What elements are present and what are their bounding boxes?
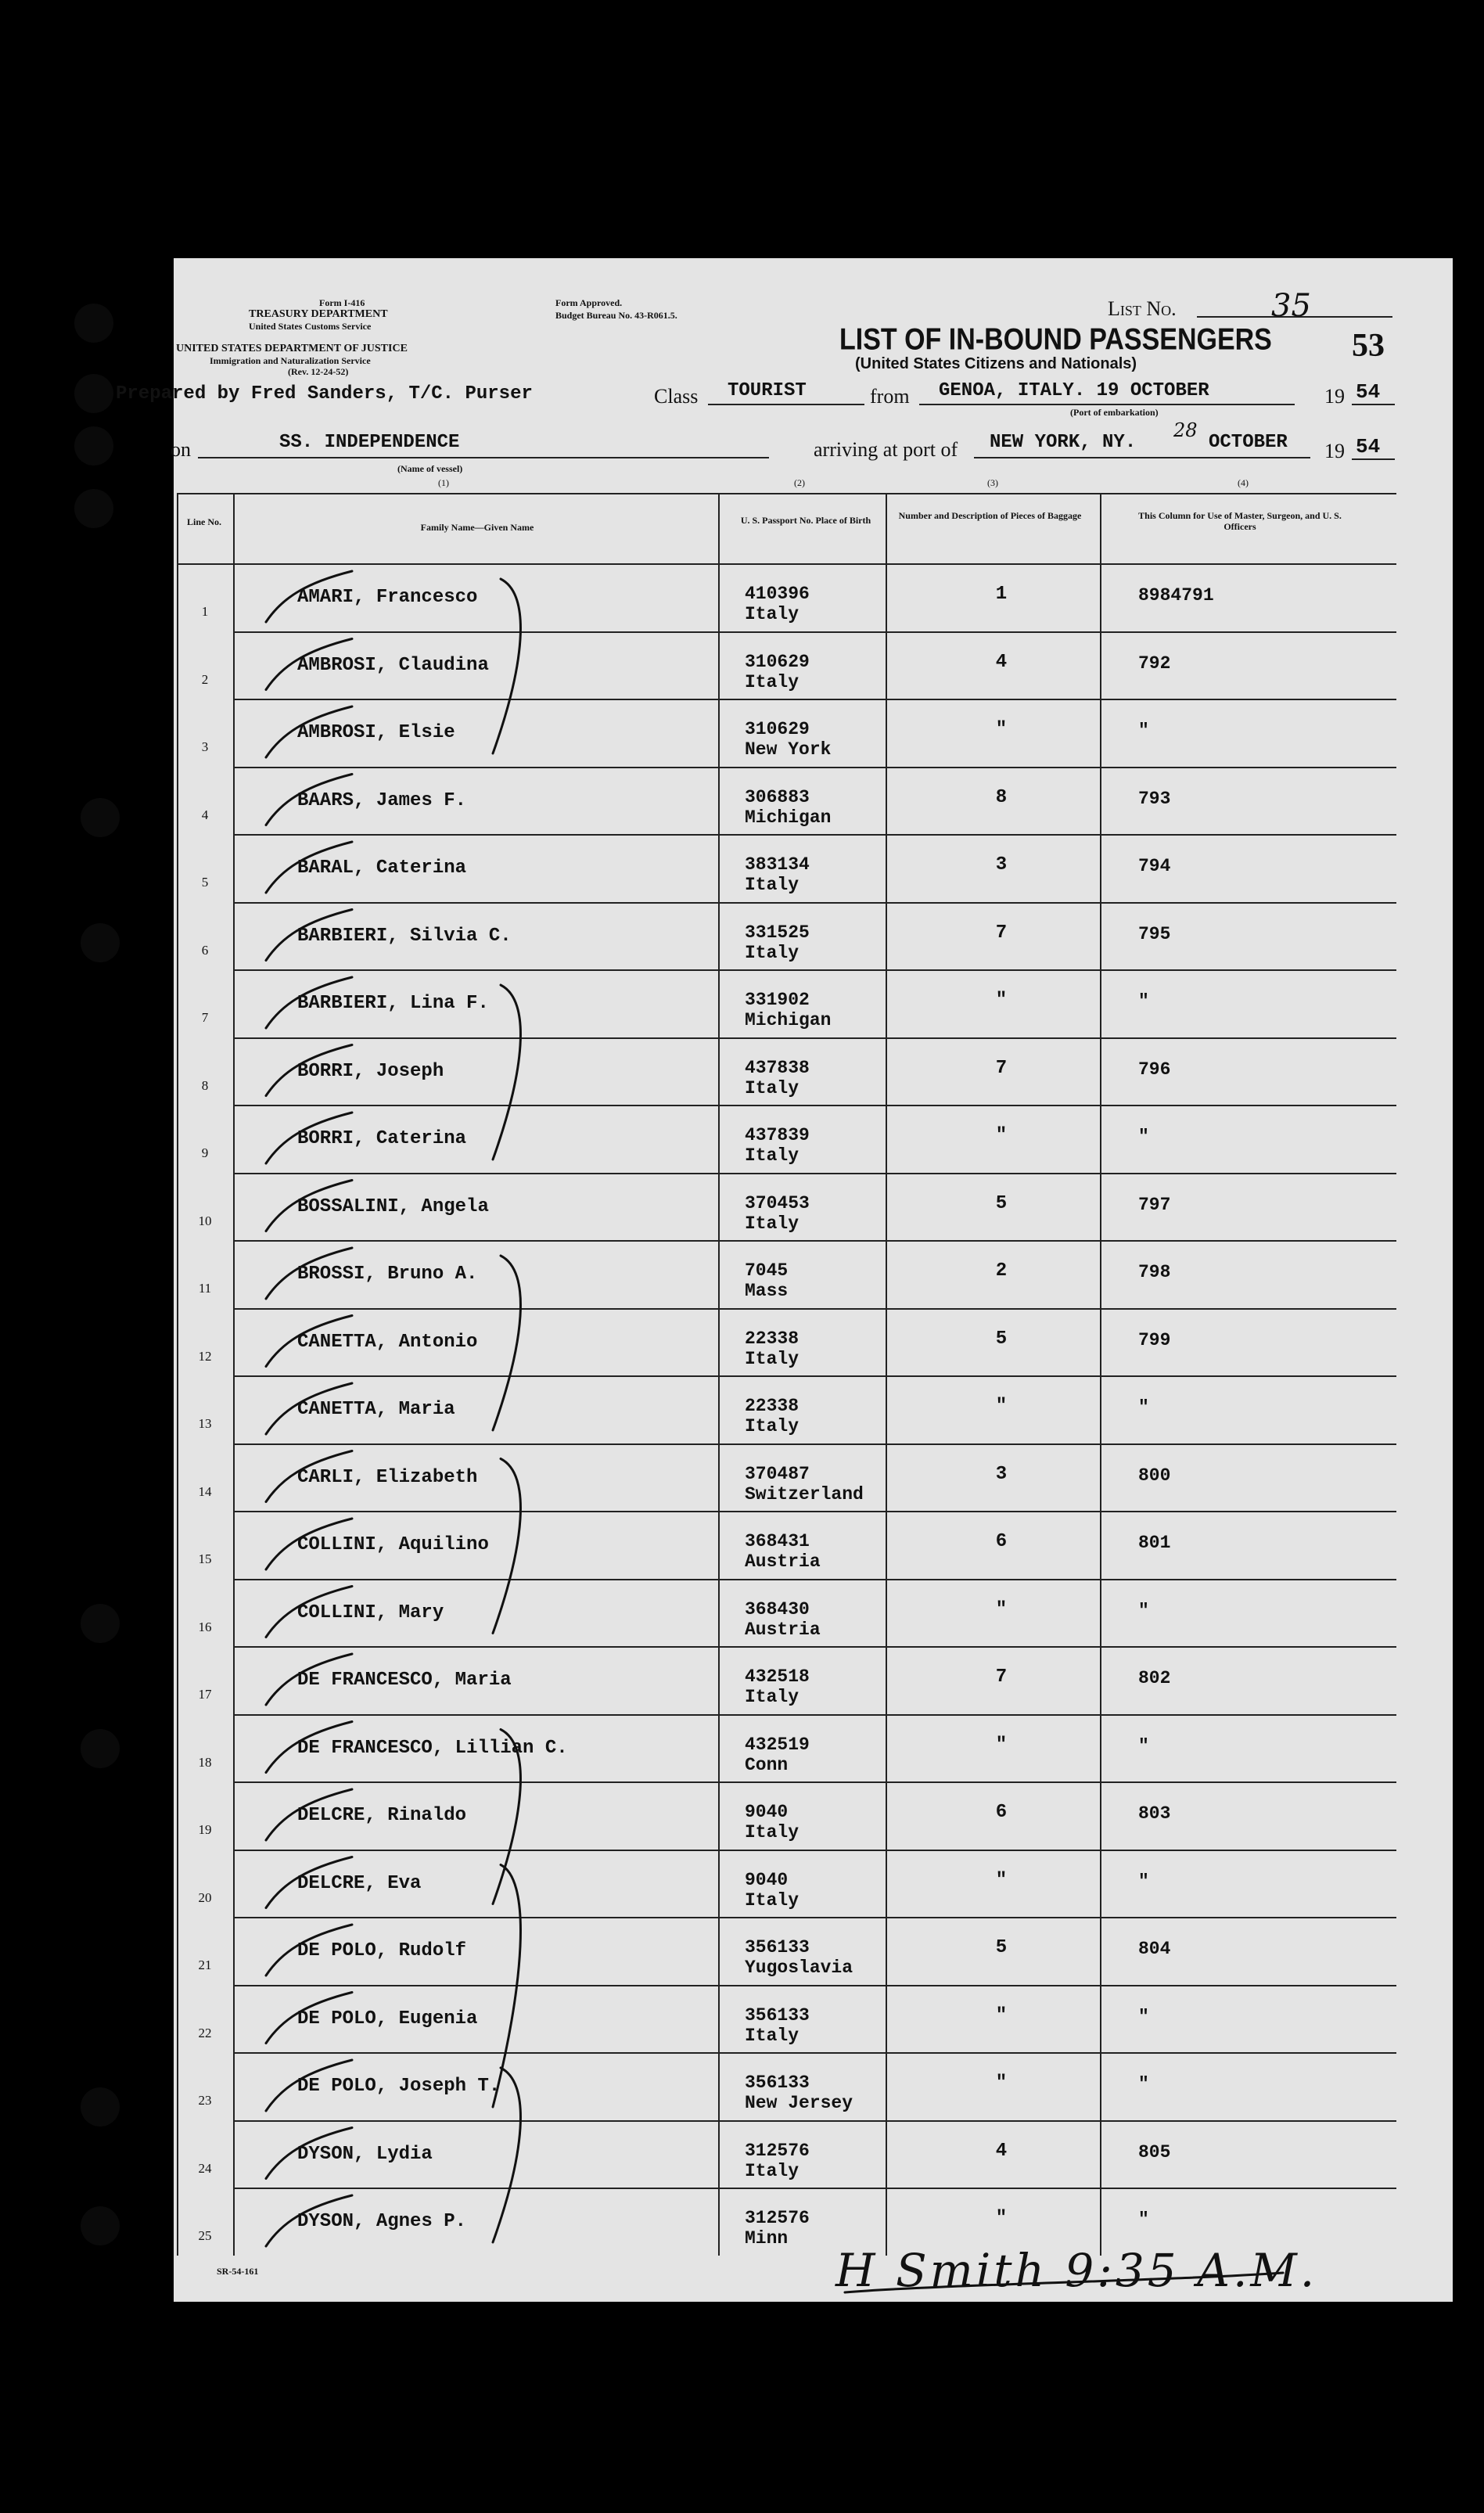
line-number: 19: [198, 1822, 212, 1837]
passport-number: 312576: [745, 2140, 810, 2161]
check-mark: [266, 1181, 352, 1231]
col-header-line: Line No.: [186, 516, 221, 527]
officer-entry: 796: [1138, 1059, 1171, 1080]
place-of-birth: Michigan: [745, 807, 832, 828]
passenger-name: CARLI, Elizabeth: [297, 1466, 478, 1488]
place-of-birth: New Jersey: [745, 2093, 853, 2113]
passport-number: 331525: [745, 922, 810, 943]
passenger-name: BORRI, Caterina: [297, 1128, 467, 1149]
line-number: 23: [198, 2093, 212, 2108]
passenger-name: DE POLO, Eugenia: [297, 2008, 478, 2029]
line-number: 9: [201, 1145, 209, 1160]
officer-entry: ": [1138, 1127, 1149, 1147]
document-subtitle: (United States Citizens and Nationals): [855, 355, 1137, 372]
passport-number: 306883: [745, 786, 810, 807]
passport-number: 368431: [745, 1531, 810, 1551]
line-number: 17: [198, 1687, 212, 1702]
class-label: Class: [654, 385, 699, 408]
line-number: 16: [198, 1619, 212, 1634]
officer-entry: 794: [1138, 856, 1171, 876]
passport-number: 356133: [745, 2004, 810, 2026]
place-of-birth: Austria: [745, 1619, 821, 1640]
prepared-by: Prepared by Fred Sanders, T/C. Purser: [116, 383, 533, 404]
baggage-count: ": [995, 1598, 1008, 1620]
check-mark: [266, 706, 352, 757]
passport-number: 22338: [745, 1328, 799, 1349]
passenger-name: COLLINI, Aquilino: [297, 1534, 489, 1555]
baggage-count: 8: [995, 786, 1008, 808]
place-of-birth: Switzerland: [745, 1483, 864, 1505]
place-of-birth: Italy: [745, 1145, 799, 1166]
check-mark: [266, 2060, 352, 2111]
officer-entry: ": [1138, 2006, 1149, 2027]
col-header-passport: U. S. Passport No. Place of Birth: [740, 515, 871, 526]
col-num-1: (1): [438, 477, 449, 488]
passenger-name: BARBIERI, Silvia C.: [297, 925, 512, 947]
check-mark: [266, 1654, 352, 1705]
check-mark: [266, 1045, 352, 1096]
officer-entry: 805: [1138, 2141, 1171, 2162]
port-of-arrival: NEW YORK, NY.: [990, 432, 1137, 453]
passenger-name: BARBIERI, Lina F.: [297, 993, 489, 1014]
passport-number: 356133: [745, 2073, 810, 2093]
place-of-birth: Italy: [745, 671, 799, 692]
line-number: 5: [201, 875, 209, 890]
signature-stroke: [845, 2273, 1283, 2292]
vessel-name: SS. INDEPENDENCE: [279, 432, 460, 453]
bracket-mark: [493, 1256, 520, 1430]
line-number: 2: [201, 671, 209, 687]
baggage-count: 6: [995, 1531, 1008, 1552]
officer-entry: ": [1138, 1871, 1149, 1892]
line-number: 4: [201, 807, 209, 822]
passport-number: 7045: [745, 1260, 789, 1281]
place-of-birth: Italy: [745, 875, 799, 895]
place-of-birth: Mass: [745, 1281, 789, 1301]
passenger-name: CANETTA, Maria: [297, 1399, 455, 1420]
officer-entry: 800: [1138, 1465, 1171, 1486]
year-2: 54: [1356, 435, 1381, 458]
baggage-count: 4: [995, 651, 1008, 673]
baggage-count: 7: [995, 1666, 1008, 1688]
arriving-label: arriving at port of: [814, 438, 958, 461]
passenger-name: CANETTA, Antonio: [297, 1331, 478, 1353]
place-of-birth: Italy: [745, 1348, 799, 1369]
officer-entry: 793: [1138, 788, 1171, 809]
passenger-name: AMBROSI, Claudina: [297, 654, 489, 676]
check-mark: [266, 1993, 352, 2044]
inspector-signature: H Smith 9:35 A.M.: [835, 2244, 1318, 2297]
baggage-count: ": [995, 1869, 1008, 1891]
justice-dept: UNITED STATES DEPARTMENT OF JUSTICE: [176, 343, 408, 354]
officer-entry: 8984791: [1138, 585, 1214, 606]
year-prefix-1: 19: [1324, 385, 1345, 408]
place-of-birth: Austria: [745, 1551, 821, 1572]
line-number: 10: [198, 1213, 212, 1228]
baggage-count: ": [995, 1396, 1008, 1417]
line-number: 25: [198, 2228, 212, 2243]
passenger-name: BARAL, Caterina: [297, 857, 467, 879]
line-number: 7: [201, 1010, 209, 1025]
vessel-caption: (Name of vessel): [397, 463, 463, 474]
class-value: TOURIST: [728, 380, 807, 401]
passport-number: 437839: [745, 1125, 810, 1145]
baggage-count: 4: [995, 2140, 1008, 2162]
bracket-mark: [493, 1459, 520, 1634]
passenger-name: DE FRANCESCO, Maria: [297, 1670, 512, 1691]
passport-number: 9040: [745, 1869, 789, 1890]
check-mark: [266, 2195, 352, 2246]
treasury-dept: TREASURY DEPARTMENT: [249, 308, 388, 320]
officer-entry: 799: [1138, 1329, 1171, 1350]
line-number: 6: [201, 942, 209, 958]
officer-entry: ": [1138, 1600, 1149, 1621]
passport-number: 432519: [745, 1734, 810, 1755]
baggage-count: ": [995, 1125, 1008, 1146]
baggage-count: ": [995, 990, 1008, 1011]
col-header-baggage: Number and Description of Pieces of Baggage: [898, 510, 1082, 521]
check-mark: [266, 1587, 352, 1638]
line-number: 24: [198, 2160, 212, 2176]
customs-service: United States Customs Service: [249, 321, 372, 332]
passenger-name: BORRI, Joseph: [297, 1060, 444, 1082]
passport-number: 310629: [745, 719, 810, 739]
check-mark: [266, 1722, 352, 1773]
port-embark-caption: (Port of embarkation): [1070, 407, 1159, 418]
passport-number: 370453: [745, 1192, 810, 1213]
line-number: 3: [201, 739, 209, 754]
passenger-name: DYSON, Lydia: [297, 2143, 433, 2165]
baggage-count: 7: [995, 1057, 1008, 1079]
passenger-name: COLLINI, Mary: [297, 1602, 444, 1623]
officer-entry: 797: [1138, 1194, 1171, 1215]
passport-number: 437838: [745, 1057, 810, 1078]
passenger-name: BOSSALINI, Angela: [297, 1195, 489, 1217]
place-of-birth: Italy: [745, 1822, 799, 1843]
passenger-name: AMBROSI, Elsie: [297, 722, 455, 743]
passport-number: 9040: [745, 1802, 789, 1822]
page-number: 53: [1352, 328, 1385, 364]
officer-entry: 803: [1138, 1803, 1171, 1824]
passport-number: 432518: [745, 1666, 810, 1687]
passport-number: 331902: [745, 990, 810, 1010]
col-num-2: (2): [794, 477, 805, 488]
passenger-name: BROSSI, Bruno A.: [297, 1264, 478, 1285]
bracket-mark: [493, 1730, 520, 1904]
passport-number: 310629: [745, 651, 810, 672]
check-mark: [266, 1316, 352, 1367]
passenger-name: AMARI, Francesco: [297, 587, 478, 608]
place-of-birth: Conn: [745, 1754, 789, 1775]
check-mark: [266, 775, 352, 825]
officer-entry: 798: [1138, 1262, 1171, 1282]
baggage-count: ": [995, 1734, 1008, 1756]
line-number: 8: [201, 1077, 209, 1093]
passport-number: 22338: [745, 1396, 799, 1416]
on-label: on: [171, 438, 191, 461]
check-mark: [266, 1789, 352, 1840]
place-of-birth: Minn: [745, 2228, 789, 2249]
document-title: LIST OF IN-BOUND PASSENGERS: [839, 322, 1272, 357]
check-mark: [266, 1113, 352, 1163]
line-number: 14: [198, 1483, 212, 1499]
passport-number: 383134: [745, 854, 810, 875]
bracket-mark: [493, 985, 520, 1159]
officer-entry: ": [1138, 1397, 1149, 1418]
place-of-birth: Italy: [745, 2160, 799, 2181]
officer-entry: 795: [1138, 923, 1171, 944]
year-prefix-2: 19: [1324, 440, 1345, 462]
from-label: from: [870, 385, 910, 408]
place-of-birth: Italy: [745, 1687, 799, 1707]
check-mark: [266, 977, 352, 1028]
baggage-count: ": [995, 2073, 1008, 2094]
bracket-mark: [493, 579, 520, 753]
place-of-birth: Italy: [745, 942, 799, 963]
place-of-birth: Italy: [745, 1416, 799, 1436]
line-number: 12: [198, 1348, 212, 1364]
check-mark: [266, 910, 352, 961]
passenger-name: DELCRE, Eva: [297, 1872, 422, 1894]
check-mark: [266, 1519, 352, 1569]
baggage-count: 2: [995, 1260, 1008, 1282]
col-num-3: (3): [987, 477, 998, 488]
list-number: 35: [1271, 288, 1311, 324]
check-mark: [266, 2128, 352, 2179]
check-mark: [266, 1925, 352, 1976]
line-number: 1: [201, 604, 209, 619]
col-num-4: (4): [1238, 477, 1249, 488]
check-mark: [266, 1248, 352, 1299]
baggage-count: ": [995, 719, 1008, 740]
officer-entry: ": [1138, 991, 1149, 1012]
col-header-name: Family Name—Given Name: [420, 522, 534, 533]
baggage-count: 5: [995, 1937, 1008, 1958]
passenger-name: DYSON, Agnes P.: [297, 2211, 467, 2232]
line-number: 13: [198, 1416, 212, 1431]
place-of-birth: Italy: [745, 1213, 799, 1234]
passport-number: 410396: [745, 584, 810, 604]
baggage-count: 7: [995, 922, 1008, 944]
officer-entry: 802: [1138, 1668, 1171, 1688]
place-of-birth: Yugoslavia: [745, 1958, 853, 1978]
passenger-name: DE POLO, Joseph T.: [297, 2076, 501, 2097]
form-number: Form I-416: [319, 297, 365, 308]
baggage-count: 3: [995, 854, 1008, 875]
place-of-birth: Italy: [745, 604, 799, 624]
place-of-birth: Michigan: [745, 1010, 832, 1030]
officer-entry: ": [1138, 2209, 1149, 2230]
budget-bureau: Budget Bureau No. 43-R061.5.: [555, 310, 677, 321]
check-mark: [266, 1857, 352, 1908]
officer-entry: 801: [1138, 1533, 1171, 1553]
check-mark: [266, 1451, 352, 1502]
ins-service: Immigration and Naturalization Service: [210, 355, 371, 366]
baggage-count: 5: [995, 1328, 1008, 1350]
line-number: 21: [198, 1958, 212, 1972]
passport-number: 312576: [745, 2208, 810, 2228]
footer-code: SR-54-161: [217, 2266, 259, 2277]
officer-entry: ": [1138, 1735, 1149, 1756]
officer-entry: ": [1138, 721, 1149, 741]
passport-number: 356133: [745, 1937, 810, 1958]
col-header-officers: This Column for Use of Master, Surgeon, and U. S. Officers: [1138, 510, 1342, 532]
passenger-name: DE POLO, Rudolf: [297, 1940, 467, 1961]
passport-number: 370487: [745, 1463, 810, 1484]
baggage-count: 3: [995, 1463, 1008, 1485]
passport-number: 368430: [745, 1598, 810, 1620]
passenger-name: DE FRANCESCO, Lillian C.: [297, 1737, 568, 1759]
line-number: 15: [198, 1551, 212, 1566]
baggage-count: 1: [995, 584, 1008, 605]
baggage-count: ": [995, 2208, 1008, 2229]
check-mark: [266, 1383, 352, 1434]
year-1: 54: [1356, 380, 1381, 404]
officer-entry: ": [1138, 2074, 1149, 2094]
line-number: 22: [198, 2025, 212, 2040]
arrival-month: OCTOBER: [1209, 432, 1288, 453]
form-approved: Form Approved.: [555, 297, 623, 308]
passenger-name: BAARS, James F.: [297, 789, 467, 811]
place-of-birth: Italy: [745, 1889, 799, 1911]
baggage-count: ": [995, 2004, 1008, 2026]
passenger-name: DELCRE, Rinaldo: [297, 1805, 467, 1826]
line-number: 18: [198, 1754, 212, 1770]
revision: (Rev. 12-24-52): [288, 366, 349, 377]
arrival-day: 28: [1173, 419, 1198, 441]
place-of-birth: New York: [745, 739, 832, 760]
place-of-birth: Italy: [745, 1077, 799, 1098]
check-mark: [266, 571, 352, 622]
check-mark: [266, 639, 352, 690]
officer-entry: 804: [1138, 1939, 1171, 1959]
check-mark: [266, 842, 352, 893]
line-number: 20: [198, 1889, 212, 1905]
baggage-count: 5: [995, 1192, 1008, 1214]
line-number: 11: [198, 1281, 212, 1296]
officer-entry: 792: [1138, 653, 1171, 674]
baggage-count: 6: [995, 1802, 1008, 1823]
port-of-embarkation: GENOA, ITALY. 19 OCTOBER: [939, 380, 1209, 401]
list-no-label: List No.: [1108, 297, 1177, 320]
place-of-birth: Italy: [745, 2025, 799, 2046]
